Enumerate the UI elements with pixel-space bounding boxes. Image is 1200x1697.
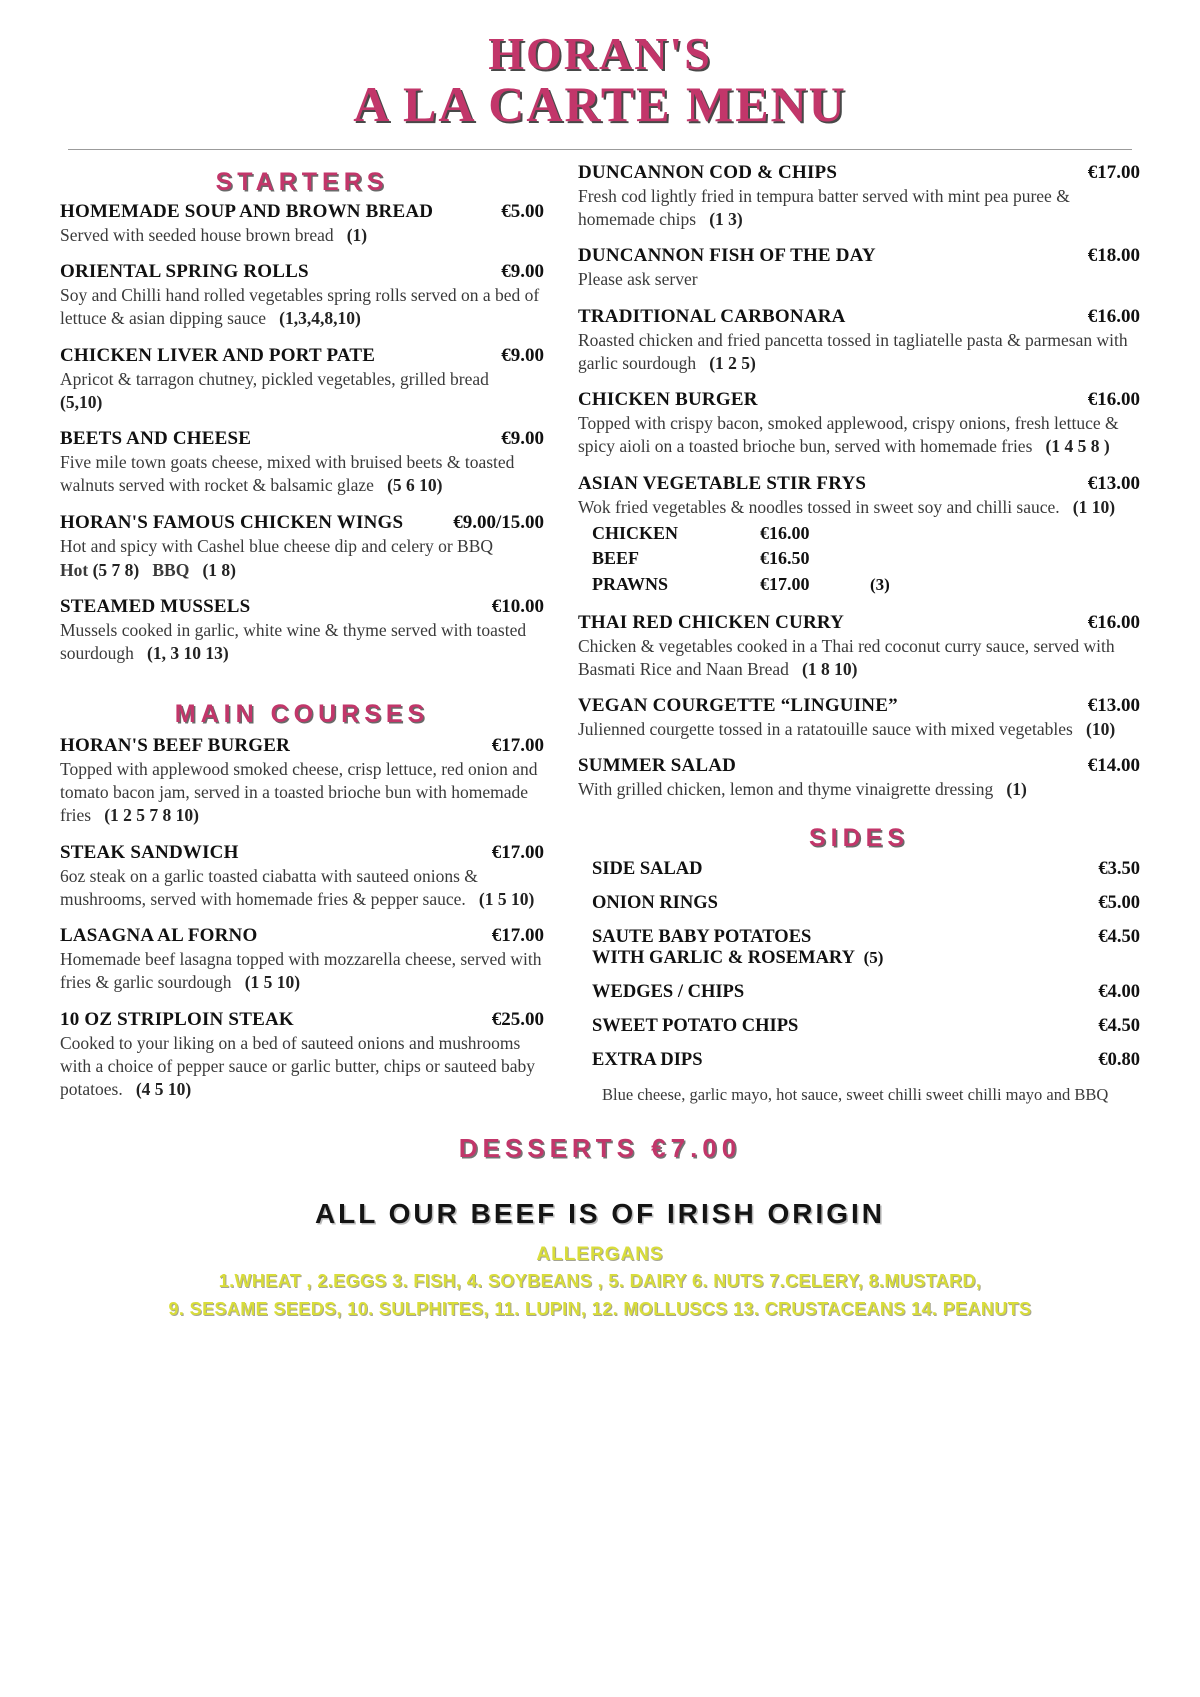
variant-label: BBQ [152,559,190,580]
menu-item-price: €17.00 [491,734,544,756]
menu-item-description: Fresh cod lightly fried in tempura batter served with mint pea puree & homemade chips (1 3) [578,185,1070,230]
side-item-price: €4.00 [1098,981,1140,1002]
side-item-name-line1: SAUTE BABY POTATOES [592,926,812,947]
allergen-code: (1, 3 10 13) [147,643,229,664]
variant-label: Hot [60,559,89,580]
menu-item-row [60,925,544,947]
menu-item-price: €17.00 [1087,161,1140,183]
menu-item-name: DUNCANNON COD & CHIPS [578,161,838,183]
menu-item-description: Hot and spicy with Cashel blue cheese dip and celery or BBQ [60,535,494,556]
allergen-code: (10) [1086,719,1116,740]
side-item-name-line2: WITH GARLIC & ROSEMARY (5) [592,947,884,968]
menu-item-description: Topped with applewood smoked cheese, crisp lettuce, red onion and tomato bacon jam, served in a toasted brioche bun with homemade fries (1 2 5 7 8 10) [60,758,538,826]
sub-option-price: €17.00 [760,574,810,595]
menu-item [60,596,544,666]
allergen-code: (5) [863,947,884,967]
menu-item-price: €10.00 [491,596,544,618]
side-item-price: €4.50 [1098,926,1140,947]
side-item-row [578,893,1140,914]
menu-item-description: Five mile town goats cheese, mixed with bruised beets & toasted walnuts served with rocket & balsamic glaze (5 6 10) [60,452,515,496]
side-item-name [592,1050,703,1071]
menu-item-description: 6oz steak on a garlic toasted ciabatta with sauteed onions & mushrooms, served with homemade fries & pepper sauce. (1 5 10) [60,865,535,909]
side-item-price: €0.80 [1098,1049,1140,1070]
menu-item-row [60,596,544,618]
menu-columns [0,150,1200,1116]
menu-item-row [578,755,1140,777]
side-item-name [592,1016,798,1037]
menu-item-row [60,261,544,283]
allergans-line-1: 1.WHEAT , 2.EGGS 3. FISH, 4. SOYBEANS , 5. DAIRY 6. NUTS 7.CELERY, 8.MUSTARD, [218,1271,982,1292]
sub-option-row [592,521,1140,547]
menu-item-price: €9.00 [501,344,544,366]
menu-item-sub-options [578,521,1140,598]
menu-item-name: HORAN'S FAMOUS CHICKEN WINGS [60,511,404,533]
side-item-row [578,859,1140,880]
menu-item-description: Please ask server [578,269,698,290]
menu-item [578,473,1140,598]
allergen-code: (1 2 5 7 8 10) [104,805,200,826]
sub-option-name: BEEF [592,548,640,569]
section-heading-main-courses: MAIN COURSES [174,699,430,728]
menu-item-price: €16.00 [1087,389,1140,411]
side-item-price: €4.50 [1098,1015,1140,1036]
main-courses-list-right [578,162,1140,802]
menu-item-row [60,345,544,367]
menu-item-row [578,245,1140,267]
menu-item-name: VEGAN COURGETTE “LINGUINE” [578,695,898,717]
menu-item-name: 10 OZ STRIPLOIN STEAK [60,1008,294,1030]
side-item-row [578,982,1140,1003]
menu-item-price: €9.00 [501,428,544,450]
menu-item-description: Served with seeded house brown bread (1) [60,224,368,245]
right-column [560,162,1140,1116]
allergen-code: (5,10) [60,391,103,412]
menu-item-row [578,473,1140,495]
side-item-name [592,859,703,880]
menu-item [60,842,544,912]
menu-item-description: Homemade beef lasagna topped with mozzarella cheese, served with fries & garlic sourdough (1 5 10) [60,949,542,993]
menu-item-row [60,735,544,757]
menu-item [578,245,1140,291]
menu-item-name: STEAK SANDWICH [60,841,239,863]
menu-item-name: LASAGNA AL FORNO [60,925,258,947]
menu-item-row [60,512,544,534]
menu-item-description: Roasted chicken and fried pancetta tossed in tagliatelle pasta & parmesan with garlic sourdough (1 2 5) [578,329,1128,373]
menu-item-price: €18.00 [1087,245,1140,267]
menu-item [578,162,1140,232]
menu-item-variants [60,559,544,582]
menu-item-name: BEETS AND CHEESE [60,428,252,450]
menu-item-price: €17.00 [491,841,544,863]
allergen-code: (1 4 5 8 ) [1045,436,1110,457]
menu-item-name: CHICKEN LIVER AND PORT PATE [60,344,376,366]
side-item-price: €5.00 [1098,892,1140,913]
desserts-banner: DESSERTS €7.00 [458,1133,742,1164]
menu-item [578,695,1140,741]
side-item-row [578,927,1140,969]
side-item-row [578,1050,1140,1071]
allergans-line-2: 9. SESAME SEEDS, 10. SULPHITES, 11. LUPIN, 12. MOLLUSCS 13. CRUSTACEANS 14. PEANUTS [168,1299,1032,1320]
menu-item-name: DUNCANNON FISH OF THE DAY [578,245,876,267]
menu-item-price: €13.00 [1087,472,1140,494]
menu-item [60,345,544,415]
restaurant-name: HORAN'S [488,28,712,79]
menu-item-row [60,842,544,864]
left-column [60,162,560,1116]
allergen-code: (1 8 10) [802,658,858,679]
menu-item-price: €9.00/15.00 [453,511,544,533]
allergen-code: (1 5 10) [244,972,301,993]
allergen-code: (1,3,4,8,10) [279,308,361,329]
menu-item-name: CHICKEN BURGER [578,389,758,411]
menu-item-name: SUMMER SALAD [578,755,737,777]
menu-item-description: Cooked to your liking on a bed of sauteed onions and mushrooms with a choice of pepper sauce or garlic butter, chips or sauteed baby potatoes. (4 5 10) [60,1032,536,1100]
menu-item-row [60,1009,544,1031]
side-item-name [592,893,718,914]
menu-item-price: €14.00 [1087,755,1140,777]
irish-origin-note: ALL OUR BEEF IS OF IRISH ORIGIN [314,1198,886,1230]
menu-item [60,261,544,331]
menu-item-name: HOMEMADE SOUP AND BROWN BREAD [60,200,434,222]
side-item-name-line1: SIDE SALAD [592,858,703,879]
menu-item [60,512,544,583]
menu-item-description: Chicken & vegetables cooked in a Thai red coconut curry sauce, served with Basmati Rice and Naan Bread (1 8 10) [578,635,1115,679]
menu-item-price: €16.00 [1087,611,1140,633]
allergen-code: (5 7 8) [92,559,140,580]
menu-item-name: STEAMED MUSSELS [60,596,251,618]
menu-title: A LA CARTE MENU [353,76,847,133]
menu-item [60,735,544,828]
allergen-code: (1 10) [1072,496,1116,517]
menu-header [0,0,1200,150]
starters-list [60,201,544,666]
menu-item-row [60,428,544,450]
allergen-code: (1) [346,224,368,245]
allergen-code: (3) [870,575,890,595]
menu-item-row [578,389,1140,411]
allergen-code: (4 5 10) [135,1079,192,1100]
menu-item-row [578,162,1140,184]
menu-item [60,428,544,498]
menu-item [60,201,544,247]
sides-list [578,859,1140,1071]
sub-option-name: PRAWNS [592,574,669,595]
menu-item [578,755,1140,801]
menu-item-description: Julienned courgette tossed in a ratatouille sauce with mixed vegetables (10) [578,719,1116,740]
menu-item-price: €25.00 [491,1008,544,1030]
side-item-name-line1: WEDGES / CHIPS [592,981,745,1002]
side-item-price: €3.50 [1098,858,1140,879]
menu-item-description: Apricot & tarragon chutney, pickled vegetables, grilled bread (5,10) [60,368,498,412]
menu-item-price: €13.00 [1087,695,1140,717]
menu-item-description: Wok fried vegetables & noodles tossed in sweet soy and chilli sauce. (1 10) [578,496,1116,517]
menu-item-name: ORIENTAL SPRING ROLLS [60,261,309,283]
side-item-name [592,982,744,1003]
menu-item-row [578,306,1140,328]
section-heading-starters: STARTERS [215,167,389,196]
menu-item [578,389,1140,459]
menu-item-description: With grilled chicken, lemon and thyme vinaigrette dressing (1) [578,779,1027,800]
side-item-name-line1: ONION RINGS [592,892,718,913]
side-item-name-line1: SWEET POTATO CHIPS [592,1015,799,1036]
sub-option-row [592,572,1140,598]
side-item-row [578,1016,1140,1037]
menu-item-description: Topped with crispy bacon, smoked applewood, crispy onions, fresh lettuce & spicy aioli on a toasted brioche bun, served with homemade fries (1 4 5 8 ) [578,413,1119,457]
allergen-code: (1 3) [709,209,743,230]
allergans-title: ALLERGANS [536,1244,664,1266]
menu-item-price: €9.00 [501,261,544,283]
menu-item-price: €16.00 [1087,305,1140,327]
menu-item-price: €5.00 [501,200,544,222]
menu-item-description: Mussels cooked in garlic, white wine & thyme served with toasted sourdough (1, 3 10 13) [60,620,527,664]
menu-item [60,925,544,995]
menu-item-name: ASIAN VEGETABLE STIR FRYS [578,472,867,494]
allergen-code: (5 6 10) [387,475,443,496]
sub-option-price: €16.00 [760,522,810,543]
allergen-code: (1 8) [202,559,236,580]
menu-item-name: THAI RED CHICKEN CURRY [578,611,845,633]
section-heading-sides: SIDES [808,823,910,852]
allergen-code: (1 5 10) [478,888,535,909]
menu-item [578,306,1140,376]
menu-item-description: Soy and Chilli hand rolled vegetables spring rolls served on a bed of lettuce & asian dipping sauce (1,3,4,8,10) [60,285,540,329]
sub-option-name: CHICKEN [592,522,679,543]
sub-option-price: €16.50 [760,548,810,569]
allergen-code: (1) [1006,779,1027,800]
menu-item [578,612,1140,682]
side-item-name-line1: EXTRA DIPS [592,1049,703,1070]
menu-item-row [60,201,544,223]
side-item-name [592,927,883,969]
menu-item-name: HORAN'S BEEF BURGER [60,734,291,756]
main-courses-list-left [60,735,544,1102]
menu-item-name: TRADITIONAL CARBONARA [578,305,846,327]
menu-item-row [578,612,1140,634]
menu-item [60,1009,544,1102]
menu-item-price: €17.00 [491,925,544,947]
extra-dips-description: Blue cheese, garlic mayo, hot sauce, sweet chilli sweet chilli mayo and BBQ [602,1084,1109,1104]
menu-item-row [578,695,1140,717]
sub-option-row [592,546,1140,572]
allergen-code: (1 2 5) [709,352,756,373]
